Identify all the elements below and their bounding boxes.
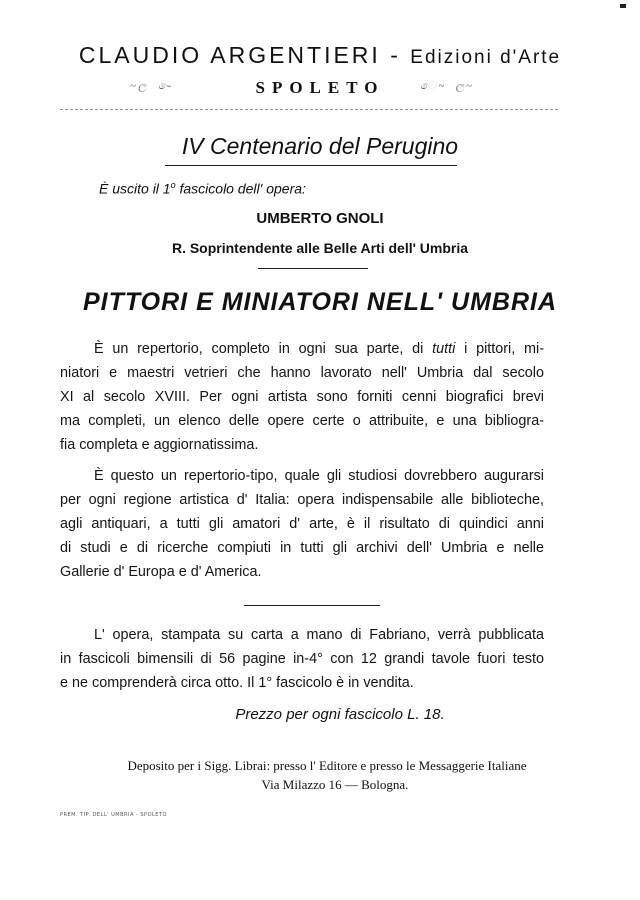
issue-intro <box>99 180 306 197</box>
publisher-header <box>0 42 640 69</box>
series-underline <box>165 165 457 166</box>
intro-text-b: fascicolo dell' opera: <box>175 180 306 197</box>
printer-colophon: PREM. TIP. DELL' UMBRIA - SPOLETO <box>60 812 167 818</box>
text-run: i pittori, mi- <box>455 341 544 357</box>
emphasis-tutti: tutti <box>432 341 456 357</box>
city: SPOLETO <box>255 78 385 97</box>
intro-text-a: È uscito il 1 <box>99 180 171 197</box>
price-line: Prezzo per ogni fascicolo L. 18. <box>235 706 445 723</box>
deposit-address: Via Milazzo 16 — Bologna. <box>261 777 409 792</box>
paragraph-line: È questo un repertorio-tipo, quale gli studiosi dovrebbero augurarsi <box>94 468 544 484</box>
paragraph-line: agli antiquari, a tutti gli amatori d' arte, è il risultato di quindici anni <box>60 516 544 532</box>
paragraph-line: Gallerie d' Europa e d' America. <box>60 564 262 580</box>
paragraph-line: niatori e maestri vetrieri che hanno lavorato nell' Umbria dal secolo <box>60 365 544 381</box>
paragraph-line: L' opera, stampata su carta a mano di Fabriano, verrà pubblicata <box>94 627 544 643</box>
paragraph-line: ma completi, un elenco delle opere certe o attribuite, e una bibliogra- <box>60 413 544 429</box>
paragraph-description <box>60 337 544 457</box>
right-ornament-icon: ෙ~ ල~ <box>420 80 474 92</box>
text-run: È un repertorio, completo in ogni sua parte, di <box>94 341 433 357</box>
author-divider <box>258 268 368 269</box>
deposit-info: Deposito per i Sigg. Librai: presso l' Editore e presso le Messaggerie Italiane <box>127 758 527 773</box>
section-divider <box>244 605 380 606</box>
publisher-suffix: Edizioni d'Arte <box>410 47 562 68</box>
paragraph-line: per ogni regione artistica d' Italia: opera indispensabile alle biblioteche, <box>60 492 544 508</box>
paragraph-line: fia completa e aggiornatissima. <box>60 437 259 453</box>
corner-mark <box>620 4 626 8</box>
paragraph-line: di studi e di ricerche compiuti in tutti gli archivi dell' Umbria e nelle <box>60 540 544 556</box>
publisher-separator: - <box>380 42 411 68</box>
left-ornament-icon: ~ල ~ෙ <box>130 80 173 92</box>
work-title: PITTORI E MINIATORI NELL' UMBRIA <box>82 288 558 316</box>
paragraph-line: e ne comprenderà circa otto. Il 1° fascicolo è in vendita. <box>60 675 414 691</box>
publisher-name: CLAUDIO ARGENTIERI <box>78 42 381 68</box>
author-name: UMBERTO GNOLI <box>256 210 384 227</box>
series-title: IV Centenario del Perugino <box>181 133 459 159</box>
paragraph-publication <box>60 623 544 695</box>
paragraph-line: XI al secolo XVIII. Per ogni artista sono forniti cenni biografici brevi <box>60 389 544 405</box>
header-divider <box>60 109 558 110</box>
paragraph-line: in fascicoli bimensili di 56 pagine in-4° con 12 grandi tavole fuori testo <box>60 651 544 667</box>
city-row <box>0 78 640 102</box>
paragraph-value <box>60 464 544 584</box>
paragraph-line <box>60 337 544 361</box>
intro-superscript: o <box>170 180 176 190</box>
author-role: R. Soprintendente alle Belle Arti dell' Umbria <box>171 240 469 256</box>
